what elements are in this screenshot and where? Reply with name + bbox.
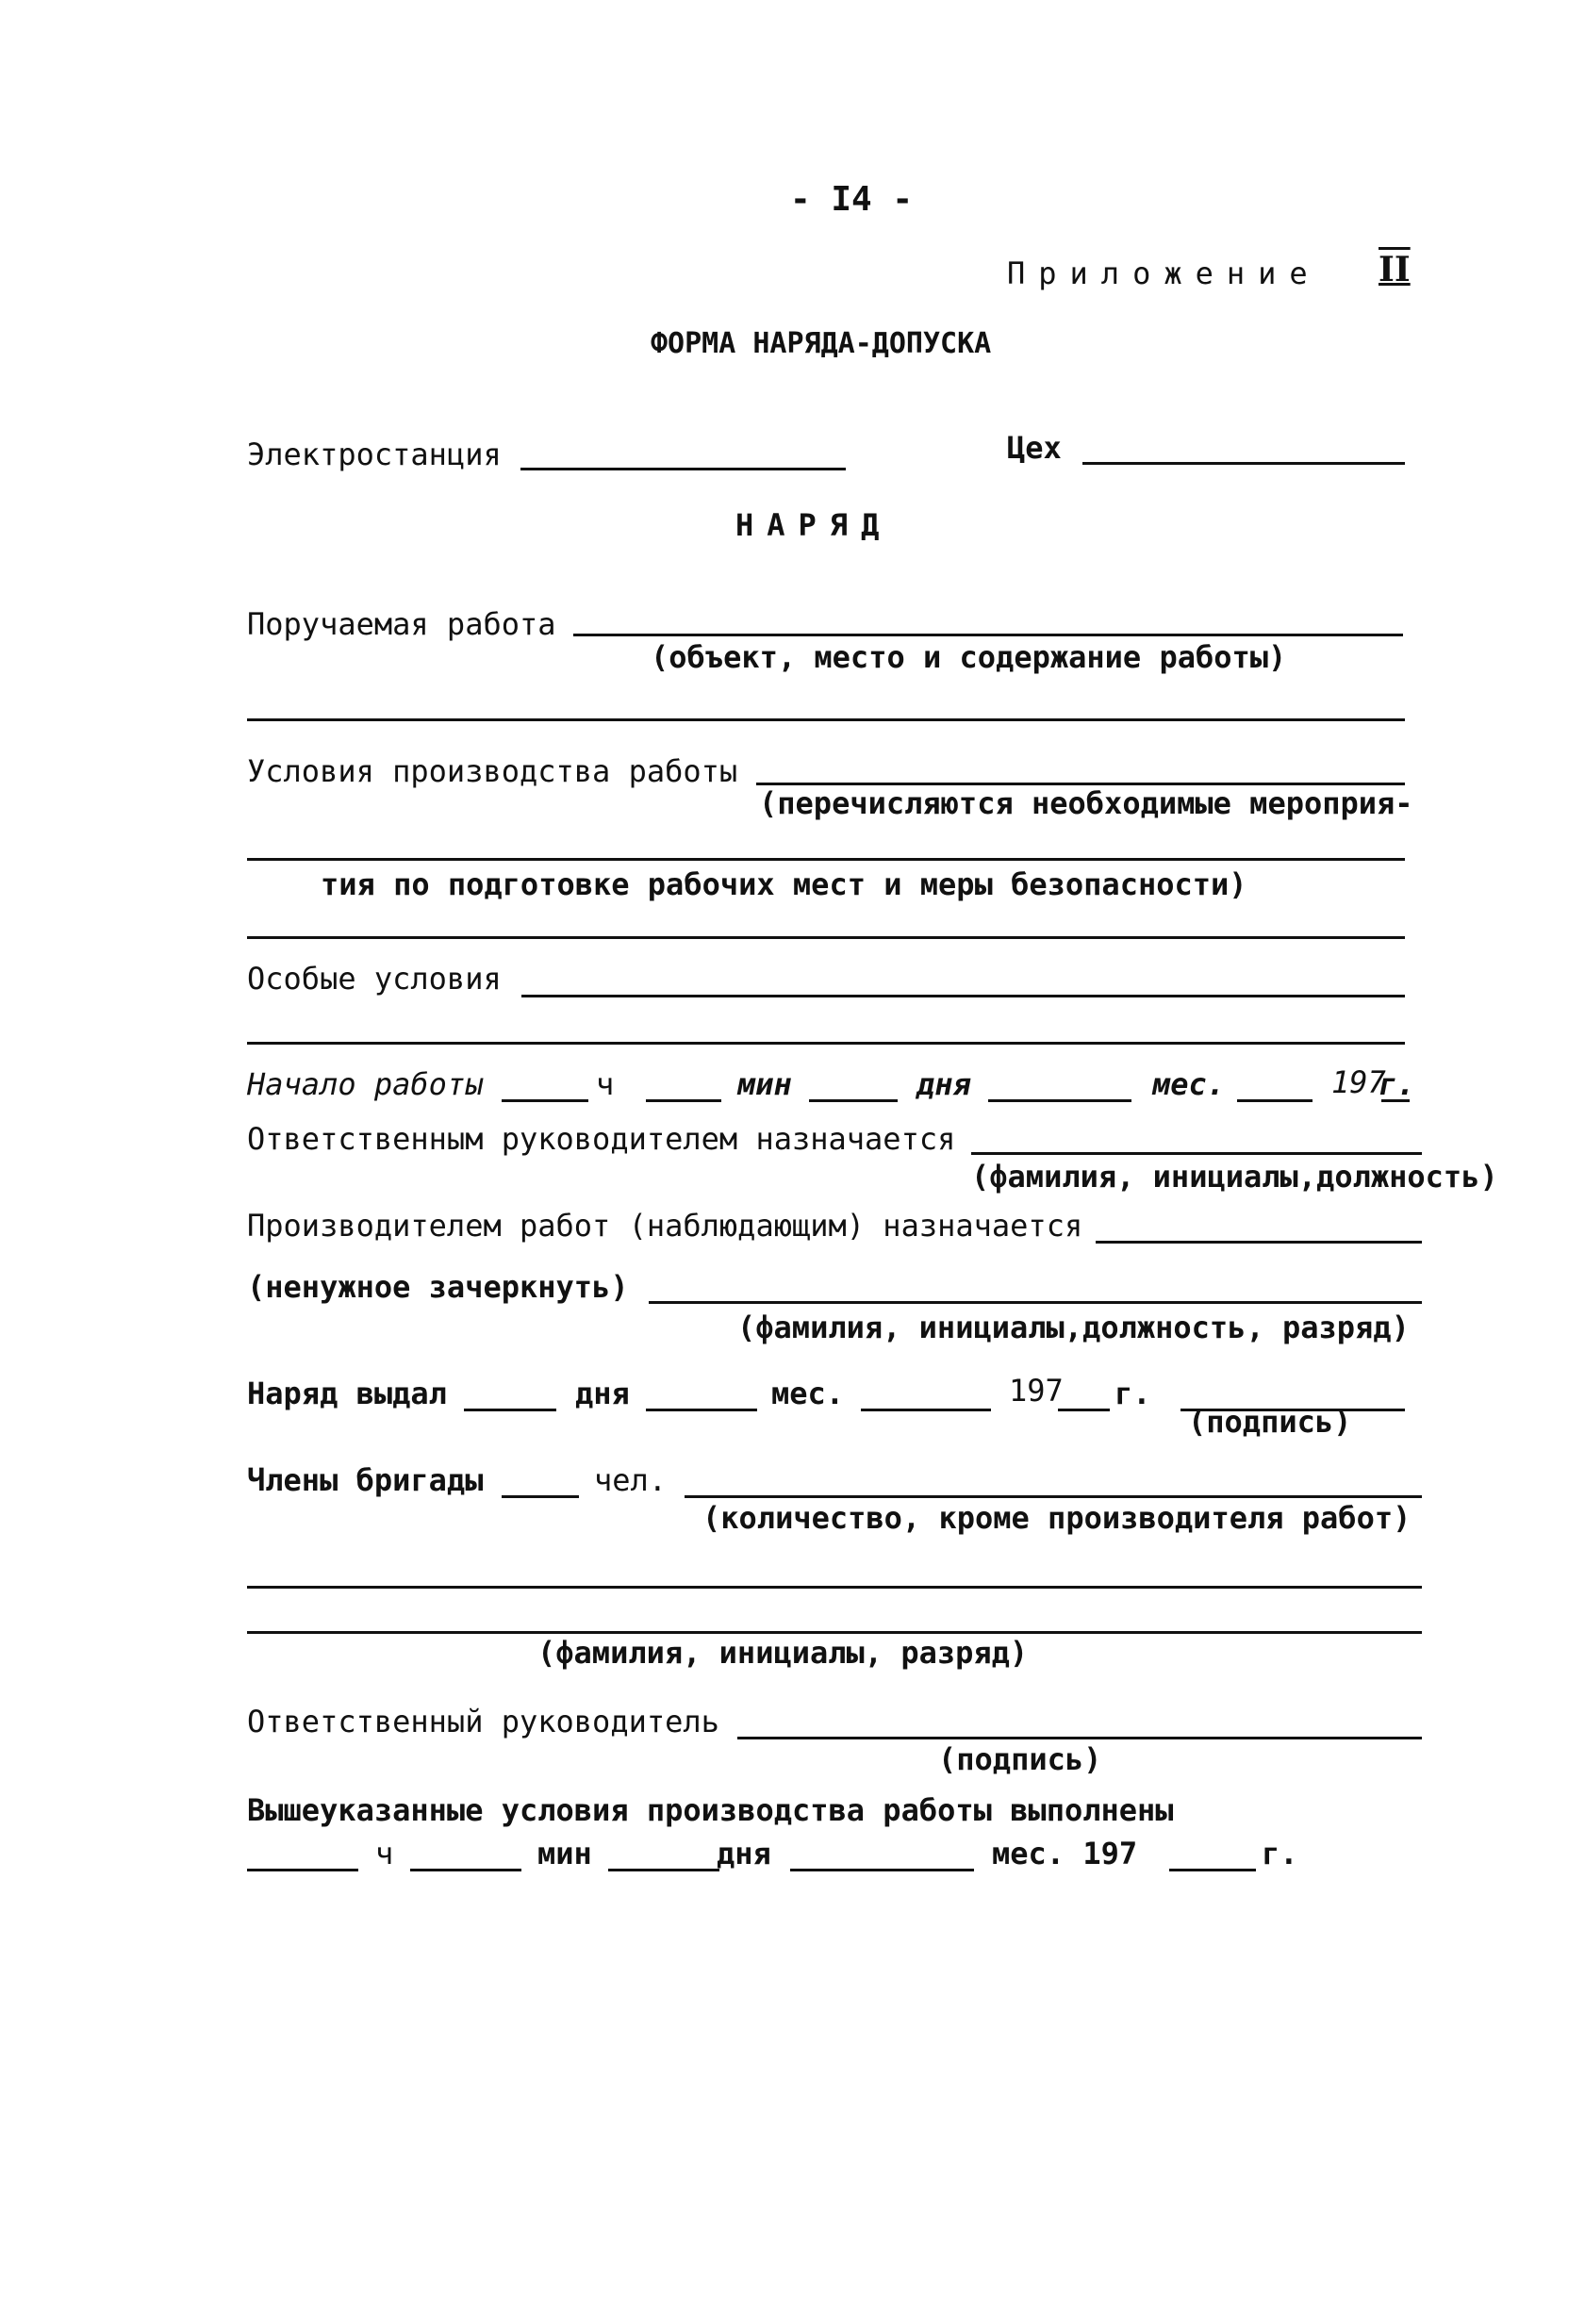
shop-field[interactable] (1082, 462, 1405, 465)
brigade-unit: чел. (594, 1462, 668, 1498)
responsible-signature-label: Ответственный руководитель (247, 1704, 719, 1739)
work-producer-note: (ненужное зачеркнуть) (247, 1269, 629, 1305)
issued-year-digit-field[interactable] (1058, 1409, 1110, 1411)
form-title: ФОРМА НАРЯДА-ДОПУСКА (651, 327, 992, 360)
work-start-month: мес. (1152, 1066, 1226, 1102)
work-start-label: Начало работы (247, 1066, 484, 1102)
shop-label: Цех (1007, 430, 1062, 466)
work-producer-field-2[interactable] (649, 1301, 1422, 1304)
power-station-label: Электростанция (247, 437, 502, 472)
brigade-hint: (количество, кроме производителя работ) (702, 1500, 1412, 1536)
issued-month-field[interactable] (646, 1409, 757, 1411)
conditions-field-3[interactable] (247, 936, 1405, 939)
responsible-manager-label: Ответственным руководителем назначается (247, 1121, 956, 1157)
assigned-work-field-2[interactable] (247, 718, 1405, 721)
conditions-hint-1: (перечисляются необходимые мероприя- (759, 785, 1413, 821)
issued-year-blank-field[interactable] (861, 1409, 991, 1411)
brigade-label: Члены бригады (247, 1462, 484, 1498)
work-producer-field[interactable] (1096, 1241, 1422, 1244)
appendix-number: II (1379, 250, 1411, 289)
work-start-min: мин (737, 1066, 792, 1102)
responsible-manager-field[interactable] (971, 1152, 1422, 1155)
responsible-manager-hint: (фамилия, инициалы,должность) (971, 1159, 1498, 1195)
issued-day: дня (575, 1376, 630, 1411)
completed-min: мин (537, 1836, 592, 1871)
completed-day: дня (717, 1836, 771, 1871)
completed-month: мес. 197 (992, 1836, 1138, 1871)
issued-label: Наряд выдал (247, 1376, 447, 1411)
appendix-label: Приложение (1007, 255, 1321, 291)
work-start-year-field[interactable] (1237, 1099, 1313, 1102)
work-start-year-suffix: г. (1379, 1066, 1415, 1102)
conditions-hint-2: тия по подготовке рабочих мест и меры безопасности) (321, 866, 1247, 902)
power-station-field[interactable] (520, 468, 846, 470)
completed-year-suffix: г. (1262, 1836, 1298, 1871)
assigned-work-field[interactable] (573, 634, 1403, 636)
work-start-min-field[interactable] (646, 1099, 721, 1102)
completed-month-field[interactable] (790, 1869, 974, 1871)
work-start-month-field[interactable] (988, 1099, 1131, 1102)
completed-hour-field[interactable] (247, 1869, 358, 1871)
issued-signature-hint: (подпись) (1188, 1404, 1352, 1440)
brigade-field[interactable] (685, 1495, 1422, 1498)
special-conditions-label: Особые условия (247, 961, 502, 997)
completed-min-field[interactable] (410, 1869, 521, 1871)
work-producer-label: Производителем работ (наблюдающим) назначается (247, 1208, 1083, 1244)
responsible-signature-hint: (подпись) (938, 1741, 1102, 1777)
completed-day-field[interactable] (608, 1869, 719, 1871)
issued-year-suffix: г. (1114, 1376, 1151, 1411)
assigned-work-label: Поручаемая работа (247, 606, 556, 642)
brigade-names-field-1[interactable] (247, 1586, 1422, 1589)
page-number: - I4 - (790, 180, 914, 219)
work-start-day: дня (916, 1066, 971, 1102)
doc-title: НАРЯД (735, 507, 893, 543)
work-start-day-field[interactable] (809, 1099, 898, 1102)
conditions-label: Условия производства работы (247, 753, 738, 789)
completed-label: Вышеуказанные условия производства работы выполнены (247, 1792, 1174, 1828)
special-conditions-field[interactable] (521, 995, 1405, 997)
conditions-field-2[interactable] (247, 858, 1405, 861)
brigade-count-field[interactable] (502, 1495, 579, 1498)
completed-h: ч (375, 1836, 394, 1871)
work-start-h: ч (596, 1066, 615, 1102)
assigned-work-hint: (объект, место и содержание работы) (651, 639, 1287, 675)
brigade-names-hint: (фамилия, инициалы, разряд) (537, 1635, 1029, 1671)
work-start-hour-field[interactable] (502, 1099, 588, 1102)
issued-year: 197 (1009, 1373, 1064, 1409)
special-conditions-field-2[interactable] (247, 1042, 1405, 1045)
completed-year-field[interactable] (1169, 1869, 1256, 1871)
issued-month: мес. (771, 1376, 845, 1411)
work-start-year: 197 (1331, 1064, 1386, 1100)
responsible-signature-field[interactable] (737, 1737, 1422, 1739)
issued-day-field[interactable] (464, 1409, 556, 1411)
work-producer-hint: (фамилия, инициалы,должность, разряд) (737, 1310, 1410, 1345)
